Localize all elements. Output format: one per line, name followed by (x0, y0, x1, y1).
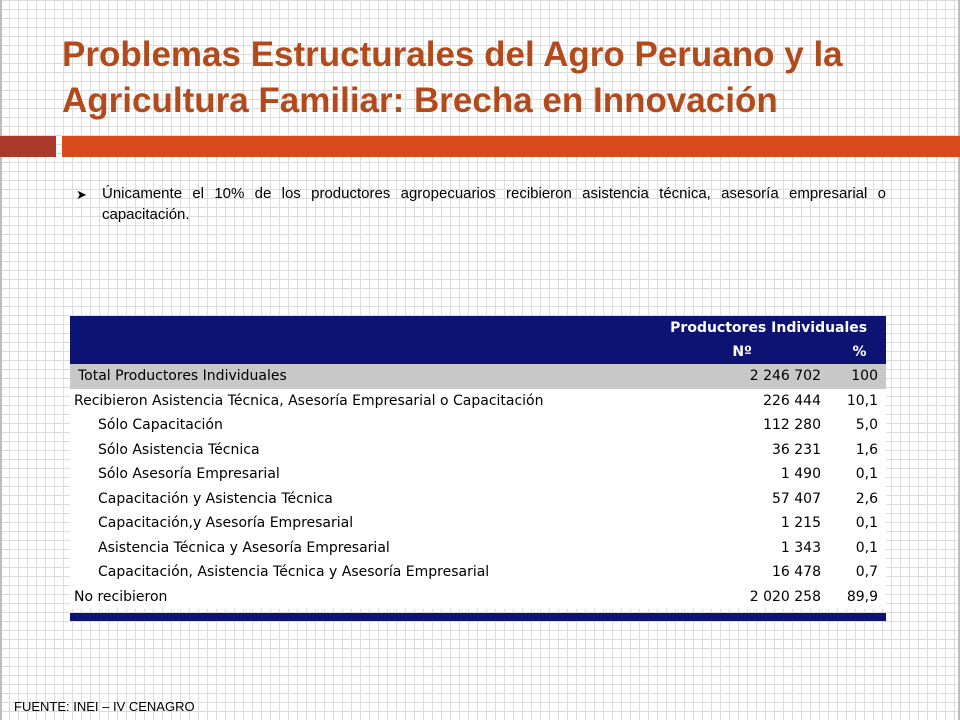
bullet-point (76, 183, 886, 225)
title-accent-bar-left (0, 136, 56, 157)
row-percent: 89,9 (833, 585, 886, 610)
row-label: Asistencia Técnica y Asesoría Empresarial (70, 536, 651, 561)
header-porcentaje: % (833, 340, 886, 364)
row-label: No recibieron (70, 585, 651, 610)
table-row (70, 487, 886, 512)
table-bottom-rule (70, 613, 886, 621)
arrow-bullet-icon: ➤ (76, 187, 87, 202)
row-number: 36 231 (651, 438, 833, 463)
row-number: 1 490 (651, 462, 833, 487)
table-row (70, 364, 886, 389)
row-number: 2 246 702 (651, 364, 833, 389)
row-label: Capacitación, Asistencia Técnica y Asesoría Empresarial (70, 560, 651, 585)
row-percent: 0,7 (833, 560, 886, 585)
row-label: Sólo Capacitación (70, 413, 651, 438)
row-number: 1 215 (651, 511, 833, 536)
row-label: Sólo Asistencia Técnica (70, 438, 651, 463)
row-number: 57 407 (651, 487, 833, 512)
row-number: 226 444 (651, 389, 833, 414)
slide-frame-left (0, 0, 2, 720)
row-percent: 0,1 (833, 511, 886, 536)
bullet-text: Únicamente el 10% de los productores agropecuarios recibieron asistencia técnica, asesoría empresarial o capacitación. (102, 185, 886, 223)
table-subheader-row (70, 340, 886, 364)
table-row (70, 413, 886, 438)
header-numero: Nº (651, 340, 833, 364)
table-row (70, 585, 886, 610)
row-percent: 0,1 (833, 462, 886, 487)
row-label: Total Productores Individuales (70, 364, 651, 389)
row-label: Capacitación y Asistencia Técnica (70, 487, 651, 512)
table-row (70, 389, 886, 414)
table-header-row (70, 316, 886, 340)
row-label: Capacitación,y Asesoría Empresarial (70, 511, 651, 536)
table-row (70, 511, 886, 536)
table-row (70, 560, 886, 585)
row-percent: 10,1 (833, 389, 886, 414)
row-number: 1 343 (651, 536, 833, 561)
row-number: 16 478 (651, 560, 833, 585)
row-label: Recibieron Asistencia Técnica, Asesoría Empresarial o Capacitación (70, 389, 651, 414)
row-percent: 2,6 (833, 487, 886, 512)
row-percent: 0,1 (833, 536, 886, 561)
row-label: Sólo Asesoría Empresarial (70, 462, 651, 487)
title-accent-bar (62, 136, 960, 157)
slide-title: Problemas Estructurales del Agro Peruano y la Agricultura Familiar: Brecha en Innovación (62, 35, 843, 120)
table-row (70, 462, 886, 487)
row-percent: 100 (833, 364, 886, 389)
source-note: FUENTE: INEI – IV CENAGRO (14, 699, 195, 714)
header-productores-individuales: Productores Individuales (651, 316, 886, 340)
row-number: 112 280 (651, 413, 833, 438)
row-percent: 1,6 (833, 438, 886, 463)
data-table (70, 316, 886, 621)
row-number: 2 020 258 (651, 585, 833, 610)
table-row (70, 438, 886, 463)
row-percent: 5,0 (833, 413, 886, 438)
table-row (70, 536, 886, 561)
